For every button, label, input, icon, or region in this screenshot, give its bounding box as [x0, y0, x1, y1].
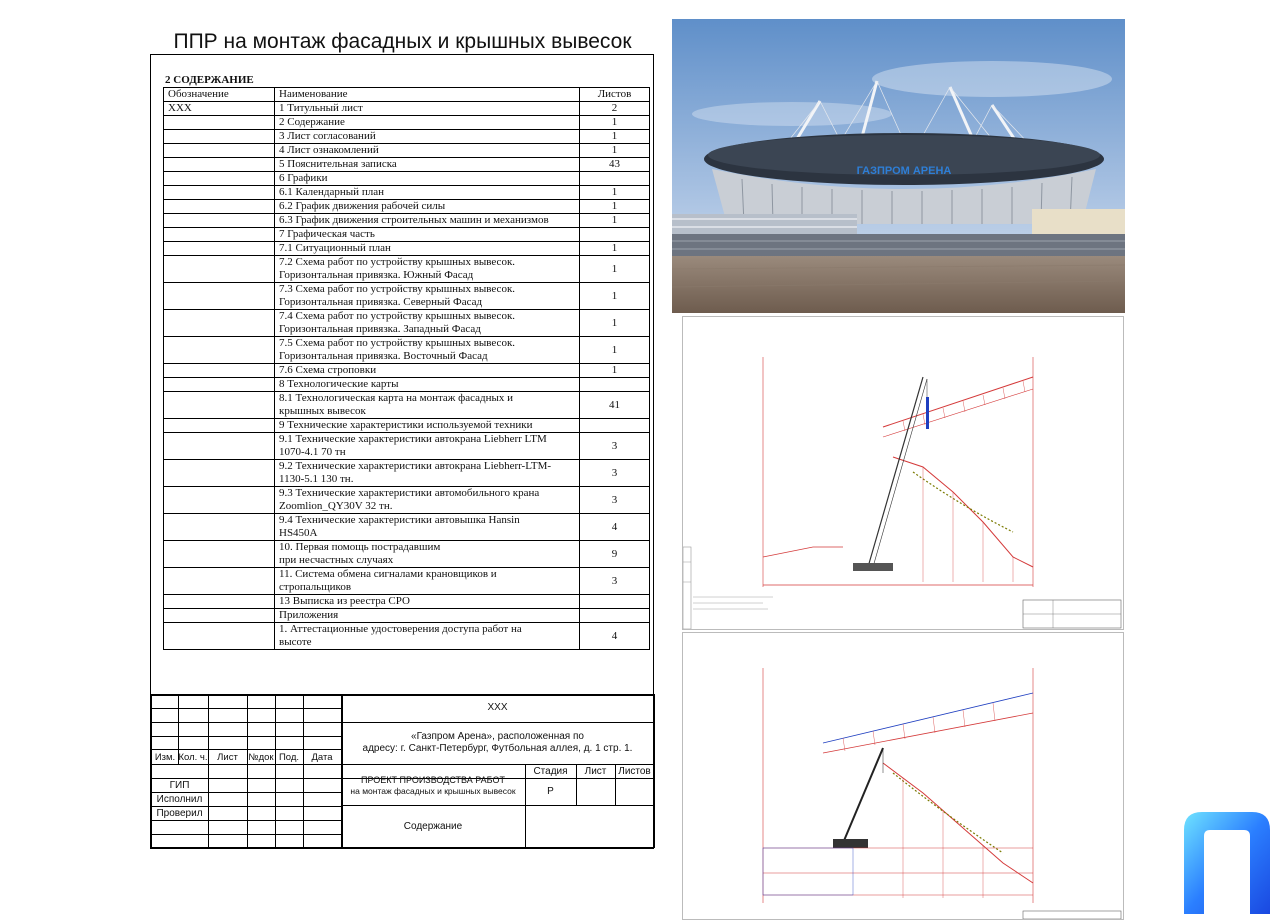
row-name-line2: при несчастных случаях — [279, 554, 394, 566]
table-row — [164, 337, 650, 364]
table-row — [164, 419, 650, 433]
row-name-line1: 5 Пояснительная записка — [279, 158, 397, 170]
stadium-photo — [672, 19, 1125, 313]
row-code — [164, 172, 275, 186]
row-name-line1: 9.4 Технические характеристики автовышка Hansin — [279, 514, 520, 526]
row-name-line1: 10. Первая помощь пострадавшим — [279, 541, 441, 553]
table-row — [164, 283, 650, 310]
row-sheets: 1 — [580, 116, 650, 130]
table-header-row — [164, 88, 650, 102]
row-name-line2: высоте — [279, 636, 312, 648]
row-name — [275, 433, 580, 460]
brand-logo — [1180, 810, 1272, 916]
row-sheets — [580, 378, 650, 392]
table-row — [164, 158, 650, 172]
row-sheets: 3 — [580, 433, 650, 460]
row-sheets — [580, 609, 650, 623]
row-code — [164, 419, 275, 433]
row-name-line1: 7.4 Схема работ по устройству крышных вывесок. — [279, 310, 516, 322]
table-row — [164, 609, 650, 623]
table-row — [164, 256, 650, 283]
stamp-stage-label: Стадия — [533, 766, 568, 777]
stamp-role-checker: Проверил — [156, 808, 203, 819]
table-row — [164, 378, 650, 392]
table-row — [164, 186, 650, 200]
row-name-line1: 2 Содержание — [279, 116, 345, 128]
contents-table — [163, 87, 650, 650]
row-code — [164, 392, 275, 419]
row-name — [275, 186, 580, 200]
row-name — [275, 283, 580, 310]
row-sheets: 1 — [580, 310, 650, 337]
row-name — [275, 609, 580, 623]
table-row — [164, 541, 650, 568]
row-name-line1: 7.1 Ситуационный план — [279, 242, 391, 254]
row-name — [275, 130, 580, 144]
stamp-col-pod: Под. — [278, 752, 300, 763]
row-name-line1: 9.1 Технические характеристики автокрана Liebherr LTM — [279, 433, 547, 445]
row-name — [275, 378, 580, 392]
table-row — [164, 172, 650, 186]
table-row — [164, 200, 650, 214]
stamp-sheet-label: Лист — [584, 766, 607, 777]
stamp-code: XXX — [487, 702, 508, 713]
row-sheets: 1 — [580, 130, 650, 144]
stamp-col-kol: Кол. ч. — [178, 752, 208, 763]
row-code: XXX — [164, 102, 275, 116]
table-row — [164, 460, 650, 487]
header-name: Наименование — [275, 88, 580, 102]
row-name-line2: 1070-4.1 70 тн — [279, 446, 346, 458]
row-code — [164, 378, 275, 392]
row-sheets: 3 — [580, 487, 650, 514]
row-name-line1: 11. Система обмена сигналами крановщиков и — [279, 568, 497, 580]
stamp-stage-value: Р — [547, 786, 554, 797]
stamp-object-line1: «Газпром Арена», расположенная по — [411, 731, 584, 742]
row-name — [275, 116, 580, 130]
row-code — [164, 214, 275, 228]
row-name-line1: 1. Аттестационные удостоверения доступа работ на — [279, 623, 522, 635]
row-name — [275, 214, 580, 228]
row-sheets — [580, 419, 650, 433]
row-sheets: 43 — [580, 158, 650, 172]
row-name — [275, 487, 580, 514]
row-name — [275, 337, 580, 364]
row-name-line2: стропальщиков — [279, 581, 352, 593]
row-name-line2: HS450A — [279, 527, 318, 539]
stamp-col-list: Лист — [217, 752, 238, 763]
table-row — [164, 116, 650, 130]
row-sheets: 1 — [580, 337, 650, 364]
row-name — [275, 256, 580, 283]
row-code — [164, 256, 275, 283]
row-name — [275, 514, 580, 541]
row-code — [164, 609, 275, 623]
row-name-line1: 8 Технологические карты — [279, 378, 399, 390]
table-row — [164, 568, 650, 595]
row-name — [275, 144, 580, 158]
stamp-col-ndoc: №док — [248, 752, 274, 763]
table-row — [164, 310, 650, 337]
title-block — [150, 694, 654, 848]
row-name-line2: Горизонтальная привязка. Восточный Фасад — [279, 350, 488, 362]
row-code — [164, 228, 275, 242]
stamp-project-line1: ПРОЕКТ ПРОИЗВОДСТВА РАБОТ — [361, 775, 505, 785]
row-name-line1: 7.6 Схема строповки — [279, 364, 377, 376]
row-sheets: 4 — [580, 623, 650, 650]
row-name — [275, 310, 580, 337]
row-name — [275, 568, 580, 595]
row-code — [164, 130, 275, 144]
row-code — [164, 158, 275, 172]
row-name — [275, 623, 580, 650]
row-sheets: 1 — [580, 214, 650, 228]
row-code — [164, 433, 275, 460]
row-sheets — [580, 595, 650, 609]
row-code — [164, 514, 275, 541]
stamp-project-line2: на монтаж фасадных и крышных вывесок — [350, 786, 516, 796]
row-sheets: 1 — [580, 144, 650, 158]
row-code — [164, 144, 275, 158]
row-name-line1: 6.1 Календарный план — [279, 186, 384, 198]
row-name-line1: 1 Титульный лист — [279, 102, 363, 114]
row-sheets: 1 — [580, 283, 650, 310]
row-code — [164, 283, 275, 310]
row-code — [164, 200, 275, 214]
row-sheets: 1 — [580, 242, 650, 256]
row-name-line1: 13 Выписка из реестра СРО — [279, 595, 410, 607]
row-name — [275, 541, 580, 568]
table-row — [164, 214, 650, 228]
row-sheets: 1 — [580, 200, 650, 214]
row-name-line2: Zoomlion_QY30V 32 тн. — [279, 500, 393, 512]
row-sheets: 3 — [580, 460, 650, 487]
row-name-line1: 8.1 Технологическая карта на монтаж фасадных и — [279, 392, 514, 404]
row-name-line2: Горизонтальная привязка. Северный Фасад — [279, 296, 483, 308]
row-name-line1: 4 Лист ознакомлений — [279, 144, 379, 156]
table-row — [164, 487, 650, 514]
document-title: ППР на монтаж фасадных и крышных вывесок — [173, 30, 632, 53]
row-name — [275, 172, 580, 186]
row-name-line1: 7.3 Схема работ по устройству крышных вывесок. — [279, 283, 516, 295]
header-code: Обозначение — [164, 88, 275, 102]
row-name-line1: 6.3 График движения строительных машин и механизмов — [279, 214, 549, 226]
row-name-line1: 9 Технические характеристики используемой техники — [279, 419, 533, 431]
row-sheets: 4 — [580, 514, 650, 541]
row-name — [275, 228, 580, 242]
row-code — [164, 116, 275, 130]
row-name — [275, 419, 580, 433]
stamp-role-gip: ГИП — [169, 780, 190, 791]
row-code — [164, 487, 275, 514]
stamp-sheets-label: Листов — [618, 766, 651, 777]
table-row — [164, 144, 650, 158]
row-name — [275, 242, 580, 256]
row-sheets: 2 — [580, 102, 650, 116]
drawing-sheet-section-1 — [682, 316, 1124, 630]
row-name-line1: 7.2 Схема работ по устройству крышных вывесок. — [279, 256, 516, 268]
row-sheets: 1 — [580, 256, 650, 283]
row-sheets: 1 — [580, 364, 650, 378]
row-code — [164, 364, 275, 378]
row-name-line1: 6.2 График движения рабочей силы — [279, 200, 446, 212]
row-sheets: 3 — [580, 568, 650, 595]
stamp-sheet-name: Содержание — [403, 821, 463, 832]
stamp-col-date: Дата — [311, 752, 333, 763]
row-code — [164, 541, 275, 568]
table-row — [164, 392, 650, 419]
table-row — [164, 433, 650, 460]
row-code — [164, 242, 275, 256]
row-code — [164, 460, 275, 487]
row-code — [164, 337, 275, 364]
row-sheets: 1 — [580, 186, 650, 200]
row-name-line1: 6 Графики — [279, 172, 328, 184]
row-name — [275, 158, 580, 172]
row-name-line1: 3 Лист согласований — [279, 130, 376, 142]
row-sheets — [580, 172, 650, 186]
drawing-sheet-section-2 — [682, 632, 1124, 920]
table-row — [164, 102, 650, 116]
row-code — [164, 595, 275, 609]
header-sheets: Листов — [580, 88, 650, 102]
row-code — [164, 623, 275, 650]
row-name — [275, 200, 580, 214]
row-code — [164, 186, 275, 200]
row-sheets: 41 — [580, 392, 650, 419]
row-name — [275, 102, 580, 116]
table-row — [164, 228, 650, 242]
row-code — [164, 568, 275, 595]
row-name-line2: Горизонтальная привязка. Южный Фасад — [279, 269, 474, 281]
row-sheets — [580, 228, 650, 242]
stamp-object-line2: адресу: г. Санкт-Петербург, Футбольная аллея, д. 1 стр. 1. — [362, 743, 633, 754]
stadium-sign: ГАЗПРОМ АРЕНА — [856, 165, 952, 177]
row-name-line1: 9.2 Технические характеристики автокрана Liebherr-LTM- — [279, 460, 552, 472]
stamp-col-izm: Изм. — [154, 752, 176, 763]
row-sheets: 9 — [580, 541, 650, 568]
section-heading: 2 СОДЕРЖАНИЕ — [165, 74, 254, 86]
row-name — [275, 392, 580, 419]
row-name-line2: Горизонтальная привязка. Западный Фасад — [279, 323, 481, 335]
row-name-line1: 9.3 Технические характеристики автомобильного крана — [279, 487, 540, 499]
table-row — [164, 514, 650, 541]
row-name-line1: Приложения — [279, 609, 339, 621]
row-name — [275, 364, 580, 378]
row-name-line2: 1130-5.1 130 тн. — [279, 473, 354, 485]
table-row — [164, 595, 650, 609]
row-name-line2: крышных вывесок — [279, 405, 366, 417]
row-name-line1: 7.5 Схема работ по устройству крышных вывесок. — [279, 337, 516, 349]
row-code — [164, 310, 275, 337]
table-row — [164, 364, 650, 378]
row-name — [275, 595, 580, 609]
row-name-line1: 7 Графическая часть — [279, 228, 375, 240]
table-row — [164, 130, 650, 144]
stamp-role-executor: Исполнил — [156, 794, 203, 805]
table-row — [164, 242, 650, 256]
row-name — [275, 460, 580, 487]
table-row — [164, 623, 650, 650]
